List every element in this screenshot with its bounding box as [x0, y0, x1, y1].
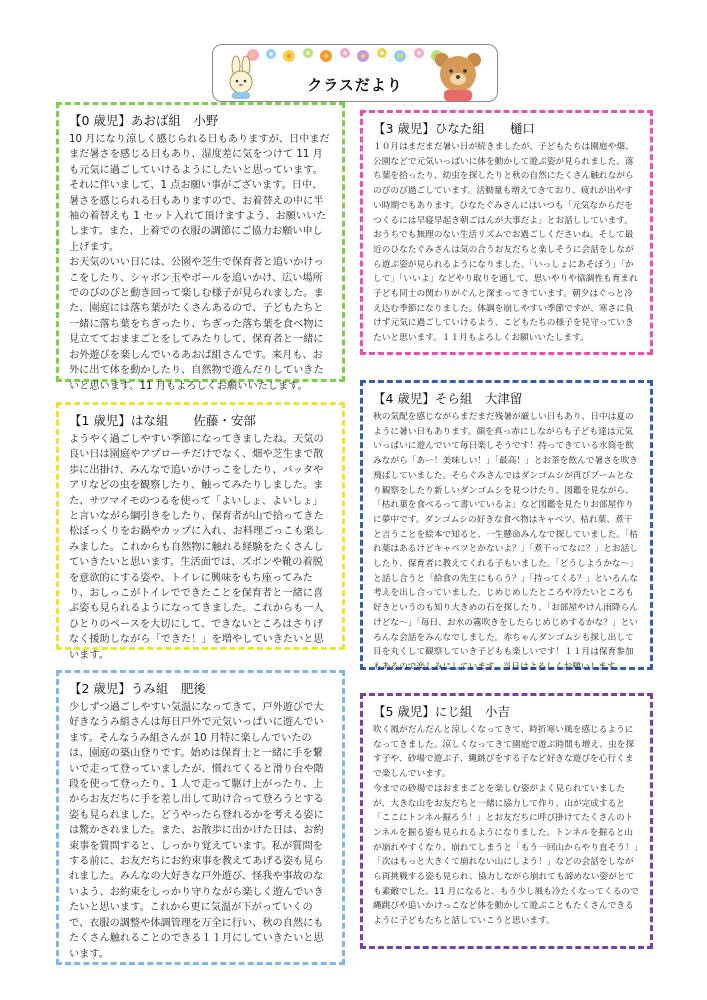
section-body	[69, 132, 332, 394]
page-title: クラスだより	[307, 76, 403, 94]
section-title: 【4 歳児】そら組 大津留	[373, 391, 523, 406]
section-paragraph: 秋の気配を感じながらまだまだ残暑が厳しい日もあり、日中は夏のように暑い日もあります。顔を真っ赤にしながらも子ども達は元気いっぱいに遊んでいて毎日楽しそうです！持ってきている水筒を飲みながら「あー！美味しい！」「最高！」とお茶を飲んで暑さを吹き飛ばしていました。そらぐみさんではダンゴムシが再びブームとなり観察をしたり新しいダンゴムシを見つけたり、図鑑を見ながら、「枯れ葉を食べるって書いているよ」など図鑑を見たりお部屋作りに夢中です。ダンゴムシの好きな食べ物はキャベツ、枯れ葉、煮干と言うことを絵本で知ると、一生懸命みんなで探していました。「枯れ葉はあるけどキャベツとかないよ？」「煮干ってなに？」とお話ししたり、保育者に教えてくれる子もいました。「どうしようかな～」と話し合うと「給食の先生にもらう？」「持ってくる？」といろんな考えを出し合っていました。じめじめしたところや冷たいところも好きというのも知り大きめの石を探したり、「お部屋やけん雨降らんけどな～」「毎日、お水の霧吹きをしたらじめじめするかな？」といろんな会話をみんなでしました。赤ちゃんダンゴムシも探し出して目を丸くして観察していき子どもも楽しいです！１１月は保育参加もあるので楽しみにしています。当日はよろしくお願いします。	[373, 412, 638, 672]
section-body	[69, 432, 332, 663]
section-title: 【2 歳児】うみ組 肥後	[69, 681, 206, 696]
bear-icon	[428, 48, 488, 102]
section-body	[69, 700, 332, 962]
section-title: 【3 歳児】ひなた組 樋口	[373, 121, 535, 136]
class-report-3-year-olds	[360, 110, 653, 355]
section-body	[373, 723, 640, 929]
section-paragraph: 少しずつ過ごしやすい気温になってきて、戸外遊びで大好きなうみ組さんは毎日戸外で元気いっぱいに遊んでいます。そんなうみ組さんが 10 月特に楽しんでいたのは、園庭の築山登りです。始めは保育士と一緒に手を繋いで走って登っていましたが、慣れてくると滑り台や階段を使って登ったり、1 人で走って駆け上がったり、上からお友だちに手を差し出して助け合って登ろうとする姿も見られました。どうやったら登れるかを考える姿には驚かされました。また、お散歩に出かけた日は、お約束事を質問すると、しっかり覚えています。私が質問をする前に、お友だちにお約束事を教えてあげる姿も見られました。みんなの大好きな戸外遊び、怪我や事故のないよう、お約束をしっかり守りながら楽しく遊んでいきたいと思います。これから更に気温が下がっていくので、衣服の調整や体調管理を万全に行い、秋の自然にもたくさん触れることのできる１１月にしていきたいと思います。	[69, 702, 324, 960]
section-paragraph: 10 月になり涼しく感じられる日もありますが、日中まだまだ暑さを感じる日もあり、湿度差に気をつけて 11 月も元気に過ごしていけるようにしたいと思っています。それに伴いまして、1 点お願い事がございます。日中、暑さを感じられる日もありますので、お着替えの中に半袖の着替えも 1 セット入れて頂けますよう、お願いいたします。また、上着での衣服の調節にご協力お願い申し上げます。	[69, 134, 330, 253]
section-title: 【5 歳児】にじ組 小吉	[373, 704, 510, 719]
class-report-1-year-olds	[56, 402, 345, 661]
section-paragraph: 吹く風がだんだんと涼しくなってきて、時折寒い風を感じるようになってきました。涼しくなってきて園庭で遊ぶ時間も増え、虫を探す子や、砂場で遊ぶ子、縄跳びをする子など好きな遊びを心行くまで楽しんでいます。	[373, 725, 635, 780]
class-report-0-year-olds	[56, 102, 345, 392]
class-report-2-year-olds	[56, 670, 345, 965]
section-title: 【0 歳児】あおば組 小野	[69, 113, 219, 128]
section-title: 【1 歳児】はな組 佐藤・安部	[69, 413, 256, 428]
section-body	[373, 140, 640, 346]
rabbit-icon	[222, 56, 262, 100]
class-report-5-year-olds	[360, 693, 653, 949]
section-paragraph: お天気のいい日には、公園や芝生で保育者と追いかけっこをしたり、シャボン玉やボールを追いかけ、広い場所でのびのびと動き回って楽しむ様子が見られました。また、園庭には落ち葉がたくさんあるので、子どもたちと一緒に落ち葉をちぎったり、ちぎった落ち葉を食べ物に見立てておままごとをしてみたりして、保育者と一緒にお外遊びを楽しんでいるあおば組さんです。来月も、お外に出て体を動かしたり、自然物で遊んだりしていきたいと思います。11 月もよろしくお願いいたします。	[69, 257, 324, 392]
section-body	[373, 410, 640, 675]
section-paragraph: １０月はまだまだ暑い日が続きましたが、子どもたちは園庭や畑、公園などで元気いっぱいに体を動かして遊ぶ姿が見られました。落ち葉を拾ったり、幼虫を探したりと秋の自然にたくさん触れながらのびのび過ごしています。活動量も増えてきており、疲れが出やすい時期でもあります。ひなたぐみさんにはいつも「元気なからだをつくるには早寝早起き朝ごはんが大事だよ」とお話ししています。おうちでも無理のない生活リズムでお過ごしくださいね。そして最近のひなたぐみさんは気の合うお友だちと楽しそうに会話をしながら遊ぶ姿が見られるようになりました。「いっしょにあそぼう」「かして」「いいよ」などやり取りを通して、思いやりや協調性も育まれ子ども同士の関わりがぐんと深まってきています。朝夕はぐっと冷え込む季節になりました。体調を崩しやすい季節ですが、寒さに負けず元気に過ごしていけるよう、こどもたちの様子を見守っていきたいと思います。１１月もよろしくお願いいたします。	[373, 142, 638, 344]
section-paragraph: 今までの砂場ではおままごとを楽しむ姿がよく見られていましたが、大きな山をお友だちと一緒に協力して作り、山が完成すると「ここにトンネル掘ろう！」とお友だちに呼び掛けてたくさんのトンネルを掘る姿も見られるようになりました。トンネルを掘ると山が崩れやすくなり、崩れてしまうと「もう一回山からやり直そう！」「次はもっと大きくて崩れない山にしよう！」などの会話をしながら再挑戦する姿も見られ、協力しながら崩れても諦めない姿がとても素敵でした。11 月になると、もう少し風も冷たくなってくるので縄跳びや追いかけっこなど体を動かして遊ぶこともたくさんできるように子どもたちと話していこうと思います。	[373, 783, 639, 927]
section-paragraph: ようやく過ごしやすい季節になってきましたね。天気の良い日は園庭やアプローチだけでなく、畑や芝生まで散歩に出掛け、みんなで追いかけっこをしたり、バッタやアリなどの虫を観察したり、触ってみたりしました。また、サツマイモのつるを使って「よいしょ、よいしょ」と言いながら綱引きをしたり、保育者が山で拾ってきた松ぼっくりをお鍋やカップに入れ、お料理ごっこも楽しみました。これからも自然物に触れる経験をたくさんしていきたいと思います。生活面では、ズボンや靴の着脱を意欲的にする姿や、トイレに興味をもち座ってみたり、おしっこがトイレでできたことを保育者と一緒に喜ぶ姿も見られるようになってきました。これからも一人ひとりのペースを大切にして、できないところはさりげなく援助しながら「できた！」を増やしていきたいと思います。	[69, 434, 324, 661]
class-report-4-year-olds	[360, 380, 653, 670]
